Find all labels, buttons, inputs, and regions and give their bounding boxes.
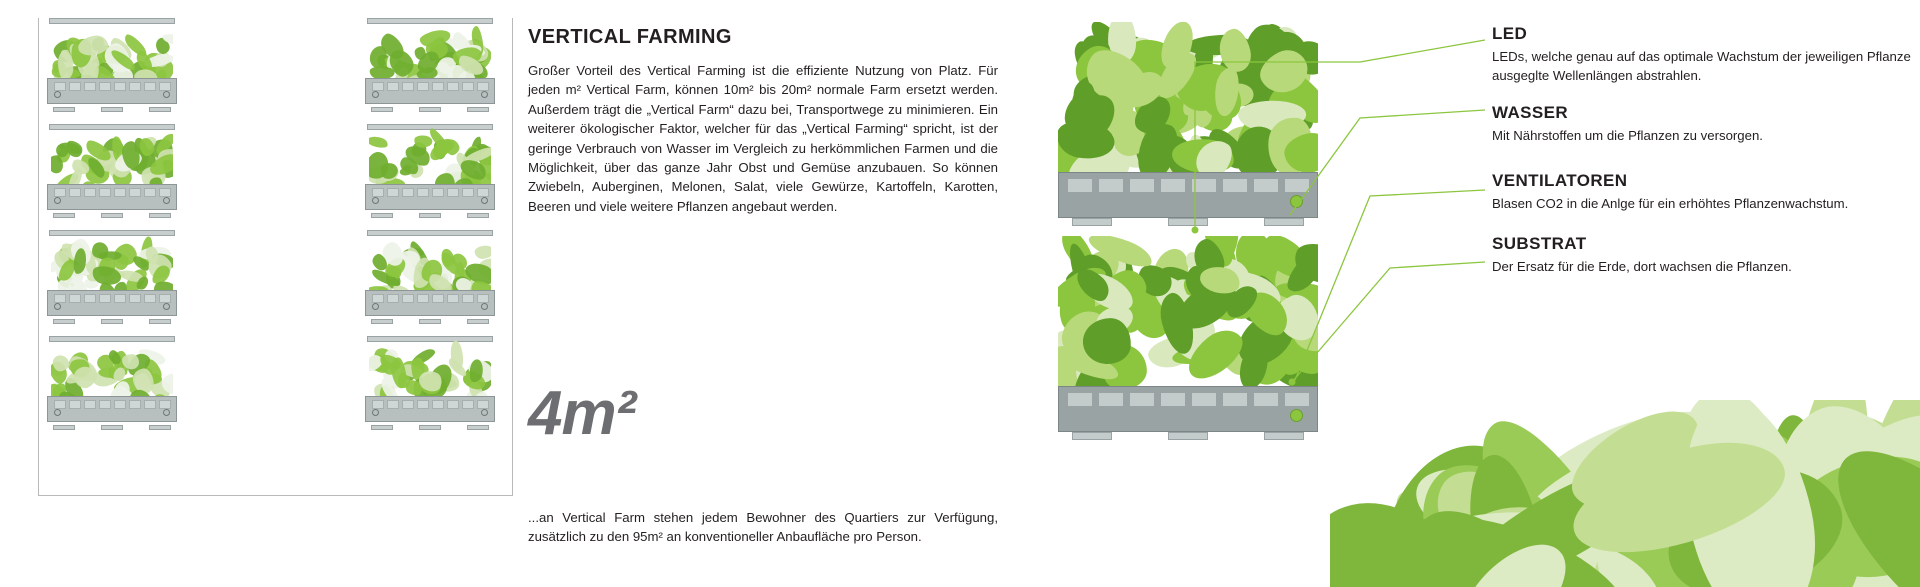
callout-substrat-title: SUBSTRAT xyxy=(1492,233,1587,253)
planter-slot xyxy=(477,294,489,303)
tray-leg xyxy=(1264,432,1304,440)
tray-knob-icon xyxy=(481,409,488,416)
tray-legs xyxy=(47,213,177,218)
tray-leg xyxy=(419,425,441,430)
tray-leg xyxy=(149,319,171,324)
tray-leg xyxy=(1168,432,1208,440)
tray-knob-icon xyxy=(54,303,61,310)
planter-slot xyxy=(417,294,429,303)
planter-slot xyxy=(447,188,459,197)
tray-knob-icon xyxy=(481,303,488,310)
planter-slot xyxy=(417,188,429,197)
tray-legs-top xyxy=(1058,218,1318,226)
planter-slot xyxy=(54,294,66,303)
tray-knob-icon xyxy=(372,91,379,98)
callout-substrat xyxy=(1492,234,1912,276)
rack-tray xyxy=(365,336,495,434)
tray-leg xyxy=(101,425,123,430)
indicator-dot-icon xyxy=(1290,409,1303,422)
planter-slot xyxy=(432,82,444,91)
planter-slot xyxy=(1067,178,1093,193)
planter-slot xyxy=(144,82,156,91)
tray-leg xyxy=(371,319,393,324)
planter-slot xyxy=(54,400,66,409)
tray-leg xyxy=(149,107,171,112)
planter-slot xyxy=(402,400,414,409)
tray-leg xyxy=(53,213,75,218)
callout-label-list xyxy=(1492,24,1912,294)
tray-foliage xyxy=(369,234,491,294)
planter-slot xyxy=(114,82,126,91)
vertical-farm-rack-diagram xyxy=(38,18,513,496)
tray-planter xyxy=(365,78,495,104)
rack-tray xyxy=(47,18,177,116)
planter-slot xyxy=(1191,178,1217,193)
tray-foliage xyxy=(51,234,173,294)
tray-leg xyxy=(149,213,171,218)
planter-slot xyxy=(387,400,399,409)
callout-wasser-title: WASSER xyxy=(1492,103,1569,123)
planter-slot xyxy=(84,188,96,197)
tray-knob-icon xyxy=(163,303,170,310)
planter-slot xyxy=(99,188,111,197)
tray-leg xyxy=(101,213,123,218)
tray-knob-icon xyxy=(54,409,61,416)
tray-knob-icon xyxy=(372,197,379,204)
tray-leg xyxy=(419,213,441,218)
tray-foliage xyxy=(369,128,491,188)
planter-slot xyxy=(99,294,111,303)
callout-ventilatoren xyxy=(1492,171,1912,213)
tray-leg xyxy=(419,319,441,324)
basil-foliage-bottom xyxy=(1058,236,1318,386)
planter-slot xyxy=(1067,392,1093,407)
planter-slot xyxy=(159,294,171,303)
tray-leg xyxy=(467,213,489,218)
planter-slot xyxy=(462,188,474,197)
tray-leg xyxy=(53,319,75,324)
planter-slot xyxy=(84,82,96,91)
tray-leg xyxy=(101,107,123,112)
tray-leg xyxy=(467,319,489,324)
planter-slot xyxy=(69,82,81,91)
indicator-dot-icon xyxy=(1290,195,1303,208)
planter-slot xyxy=(1284,178,1310,193)
tray-leg xyxy=(101,319,123,324)
planter-slot xyxy=(372,82,384,91)
tray-leg xyxy=(371,213,393,218)
tray-leg xyxy=(1264,218,1304,226)
tray-leg xyxy=(53,425,75,430)
tray-legs xyxy=(47,319,177,324)
tray-knob-icon xyxy=(481,197,488,204)
tray-planter xyxy=(365,290,495,316)
planter-slot xyxy=(432,188,444,197)
page-title: VERTICAL FARMING xyxy=(528,26,732,48)
planter-slot xyxy=(372,294,384,303)
planter-slot xyxy=(372,188,384,197)
tray-foliage xyxy=(51,340,173,400)
planter-slot xyxy=(69,188,81,197)
rack-tray xyxy=(365,124,495,222)
planter-slot xyxy=(432,294,444,303)
planter-slot xyxy=(417,400,429,409)
planter-slot xyxy=(1222,178,1248,193)
tray-knob-icon xyxy=(163,91,170,98)
tray-leg xyxy=(371,425,393,430)
planter-slot xyxy=(402,294,414,303)
planter-slot xyxy=(387,188,399,197)
tray-legs xyxy=(365,425,495,430)
planter-slot xyxy=(447,294,459,303)
planter-slot xyxy=(1160,392,1186,407)
tray-leg xyxy=(1072,432,1112,440)
planter-slot xyxy=(402,188,414,197)
basil-leaves-photo xyxy=(1330,400,1920,587)
planter-slot xyxy=(1098,392,1124,407)
rack-tray xyxy=(47,230,177,328)
planter-slot xyxy=(69,400,81,409)
tray-leg xyxy=(467,107,489,112)
planter-slot xyxy=(372,400,384,409)
planter-slot xyxy=(1129,392,1155,407)
grow-tray-top xyxy=(1058,172,1318,218)
planter-slot xyxy=(477,188,489,197)
tray-knob-icon xyxy=(163,197,170,204)
tray-planter xyxy=(47,396,177,422)
footnote-text: ...an Vertical Farm stehen jedem Bewohner des Quartiers zur Verfügung, zusätzlich zu den 95m² an konventioneller Anbaufläche pro Person. xyxy=(528,510,998,545)
planter-slot xyxy=(114,294,126,303)
big-number-4m2: 4m² xyxy=(528,379,636,448)
planter-slot xyxy=(1253,178,1279,193)
rack-column-right xyxy=(365,18,495,442)
tray-leg xyxy=(467,425,489,430)
planter-slot xyxy=(129,82,141,91)
planter-slot xyxy=(159,82,171,91)
tray-knob-icon xyxy=(54,91,61,98)
callout-led xyxy=(1492,24,1912,85)
planter-slot xyxy=(159,400,171,409)
callout-ventilatoren-title: VENTILATOREN xyxy=(1492,171,1628,191)
main-paragraph: Großer Vorteil des Vertical Farming ist die effiziente Nutzung von Platz. Für jeden m² Vertical Farm, können 10m² bis 20m² normale Farm ersetzt werden. Außerdem trägt die „Vertical Farm“ dazu bei, Transportwege zu minimieren. Ein weiterer ökologischer Faktor, welcher für das „Vertical Farming“ spricht, ist der geringe Verbrauch von Wasser im Vergleich zu herkömmlichen Farmen und die Möglichkeit, über das ganze Jahr Obst und Gemüse anzubauen. So können Zwiebeln, Auberginen, Melonen, Salat, viele Gewürze, Kartoffeln, Karotten, Beeren und viele weitere Pflanzen angebaut werden. xyxy=(528,63,998,214)
planter-slot xyxy=(1160,178,1186,193)
tray-knob-icon xyxy=(163,409,170,416)
tray-planter xyxy=(47,78,177,104)
tray-planter xyxy=(365,184,495,210)
planter-slot xyxy=(477,82,489,91)
planter-slot xyxy=(69,294,81,303)
tray-leg xyxy=(1168,218,1208,226)
tray-knob-icon xyxy=(372,409,379,416)
tray-knob-icon xyxy=(481,91,488,98)
planter-slot xyxy=(1098,178,1124,193)
callout-ventilatoren-body: Blasen CO2 in die Anlge für ein erhöhtes Pflanzenwachstum. xyxy=(1492,196,1849,212)
planter-slot xyxy=(129,294,141,303)
tray-legs xyxy=(47,425,177,430)
grow-tray-bottom xyxy=(1058,386,1318,432)
tray-knob-icon xyxy=(372,303,379,310)
leaf-shape xyxy=(380,161,400,180)
rack-tray xyxy=(365,230,495,328)
tray-leg xyxy=(53,107,75,112)
planter-slot xyxy=(462,294,474,303)
leaf-shape xyxy=(475,246,491,260)
tray-planter xyxy=(47,290,177,316)
planter-slot xyxy=(387,294,399,303)
planter-slot xyxy=(1253,392,1279,407)
planter-slot xyxy=(129,400,141,409)
main-text-column xyxy=(528,26,998,216)
planter-slot xyxy=(144,188,156,197)
planter-slot xyxy=(1222,392,1248,407)
planter-slot xyxy=(144,400,156,409)
planter-slot xyxy=(144,294,156,303)
planter-slot xyxy=(114,188,126,197)
tray-foliage xyxy=(51,22,173,82)
planter-slot xyxy=(432,400,444,409)
tray-planter xyxy=(47,184,177,210)
planter-slot xyxy=(84,400,96,409)
planter-slot xyxy=(54,82,66,91)
tray-legs-bottom xyxy=(1058,432,1318,440)
planter-slot xyxy=(462,82,474,91)
tray-foliage xyxy=(369,340,491,400)
basil-foliage-top xyxy=(1058,22,1318,172)
tray-legs xyxy=(365,213,495,218)
tray-legs xyxy=(365,319,495,324)
tray-foliage xyxy=(369,22,491,82)
rack-tray xyxy=(47,124,177,222)
planter-slot xyxy=(99,82,111,91)
planter-slot xyxy=(1129,178,1155,193)
tray-planter xyxy=(365,396,495,422)
planter-slot xyxy=(477,400,489,409)
tray-legs xyxy=(47,107,177,112)
rack-tray xyxy=(47,336,177,434)
planter-slot xyxy=(402,82,414,91)
rack-column-left xyxy=(47,18,177,442)
callout-wasser-body: Mit Nährstoffen um die Pflanzen zu versorgen. xyxy=(1492,128,1763,144)
rack-tray xyxy=(365,18,495,116)
planter-slot xyxy=(447,82,459,91)
planter-slot xyxy=(447,400,459,409)
planter-slot xyxy=(417,82,429,91)
planter-slot xyxy=(387,82,399,91)
callout-wasser xyxy=(1492,103,1912,145)
planter-slot xyxy=(1284,392,1310,407)
tray-legs xyxy=(365,107,495,112)
tray-leg xyxy=(419,107,441,112)
planter-slot xyxy=(159,188,171,197)
planter-slot xyxy=(54,188,66,197)
planter-slot xyxy=(1191,392,1217,407)
tray-knob-icon xyxy=(54,197,61,204)
planter-slot xyxy=(84,294,96,303)
tray-leg xyxy=(149,425,171,430)
planter-slot xyxy=(129,188,141,197)
tray-leg xyxy=(371,107,393,112)
planter-slot xyxy=(462,400,474,409)
callout-led-title: LED xyxy=(1492,24,1528,43)
planter-slot xyxy=(114,400,126,409)
callout-led-body: LEDs, welche genau auf das optimale Wachstum der jeweiligen Pflanze ausgeglte Wellenlängen abstrahlen. xyxy=(1492,49,1911,84)
leaf-shape xyxy=(369,135,389,150)
callout-substrat-body: Der Ersatz für die Erde, dort wachsen die Pflanzen. xyxy=(1492,258,1792,274)
tray-leg xyxy=(1072,218,1112,226)
planter-slot xyxy=(99,400,111,409)
tray-foliage xyxy=(51,128,173,188)
